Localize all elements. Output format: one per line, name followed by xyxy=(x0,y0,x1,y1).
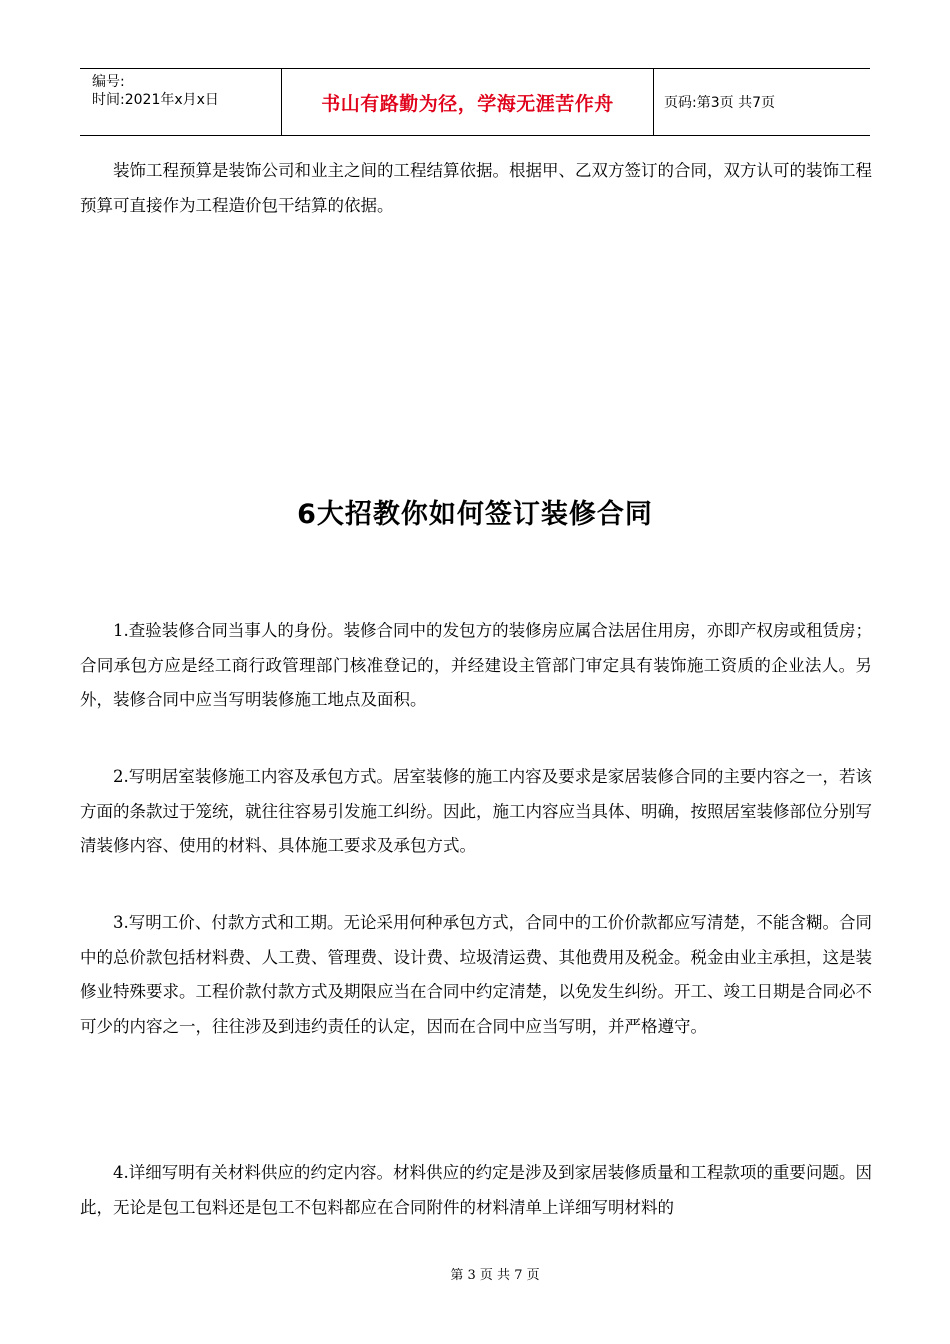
list-item: 1.查验装修合同当事人的身份。装修合同中的发包方的装修房应属合法居住用房，亦即产权房或租赁房；合同承包方应是经工商行政管理部门核准登记的，并经建设主管部门审定具有装饰施工资质的企业法人。另外，装修合同中应当写明装修施工地点及面积。 xyxy=(80,621,872,710)
header-meta xyxy=(80,69,282,135)
header-motto: 书山有路勤为径，学海无涯苦作舟 xyxy=(282,69,654,135)
intro-paragraph: 装饰工程预算是装饰公司和业主之间的工程结算依据。根据甲、乙双方签订的合同，双方认可的装饰工程预算可直接作为工程造价包干结算的依据。 xyxy=(80,161,872,215)
section-title: 6大招教你如何签订装修合同 xyxy=(297,499,653,530)
header-page-info: 页码:第3页 共7页 xyxy=(664,95,775,111)
list-item: 2.写明居室装修施工内容及承包方式。居室装修的施工内容及要求是家居装修合同的主要内容之一，若该方面的条款过于笼统，就往往容易引发施工纠纷。因此，施工内容应当具体、明确，按照居室装修部位分别写清装修内容、使用的材料、具体施工要求及承包方式。 xyxy=(80,767,872,856)
code-label: 编号: xyxy=(92,74,125,90)
time-label: 时间:2021年x月x日 xyxy=(92,92,219,108)
page-footer: 第 3 页 共 7 页 xyxy=(450,1268,540,1283)
list-item: 4.详细写明有关材料供应的约定内容。材料供应的约定是涉及到家居装修质量和工程款项的重要问题。因此，无论是包工包料还是包工不包料都应在合同附件的材料清单上详细写明材料的 xyxy=(80,1163,872,1217)
list-item: 3.写明工价、付款方式和工期。无论采用何种承包方式，合同中的工价价款都应写清楚，不能含糊。合同中的总价款包括材料费、人工费、管理费、设计费、垃圾清运费、其他费用及税金。税金由业主承担，这是装修业特殊要求。工程价款付款方式及期限应当在合同中约定清楚，以免发生纠纷。开工、竣工日期是合同必不可少的内容之一，往往涉及到违约责任的认定，因而在合同中应当写明，并严格遵守。 xyxy=(80,913,872,1036)
document-header xyxy=(80,68,870,136)
